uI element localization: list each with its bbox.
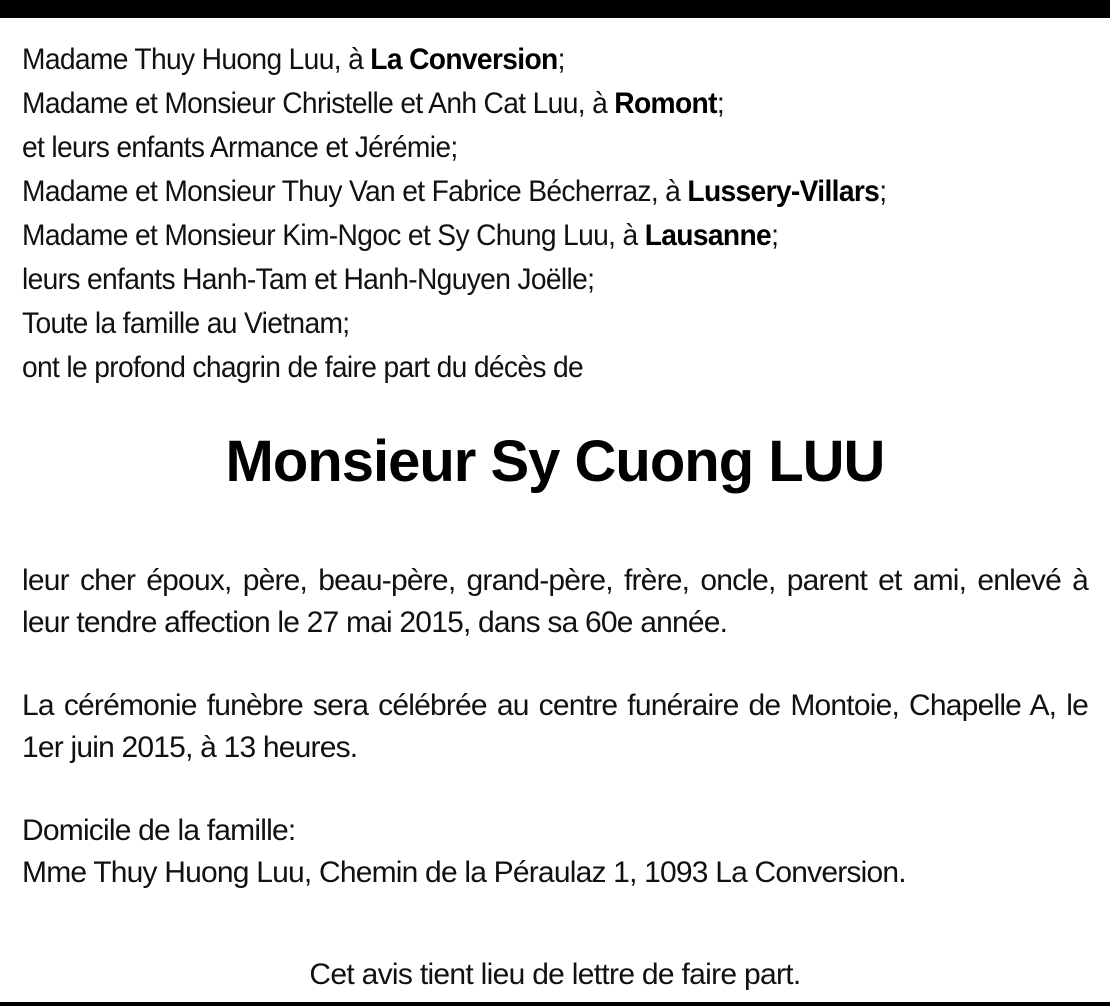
family-line [22, 126, 1024, 170]
family-line-text: ont le profond chagrin de faire part du décès de [22, 351, 584, 384]
family-line-place: Romont [614, 87, 717, 120]
family-line [22, 258, 1024, 302]
family-line-text: Madame et Monsieur Christelle et Anh Cat Luu, à [22, 87, 615, 120]
family-line-end: ; [771, 219, 779, 252]
ceremony-paragraph: La cérémonie funèbre sera célébrée au centre funéraire de Montoie, Chapelle A, le 1er juin 2015, à 13 heures. [22, 689, 1088, 764]
family-line-text: leurs enfants Hanh-Tam et Hanh-Nguyen Joëlle; [22, 263, 595, 296]
deceased-name: Monsieur Sy Cuong LUU [225, 429, 885, 494]
family-line [22, 82, 1024, 126]
family-line [22, 302, 1024, 346]
domicile-address: Mme Thuy Huong Luu, Chemin de la Péraulaz 1, 1093 La Conversion. [22, 856, 906, 889]
family-list [22, 38, 1088, 390]
family-line-text: et leurs enfants Armance et Jérémie; [22, 131, 458, 164]
family-line-place: Lussery-Villars [687, 175, 880, 208]
family-line [22, 346, 1024, 390]
domicile-block [22, 810, 1088, 894]
domicile-label: Domicile de la famille: [22, 814, 296, 847]
eulogy-paragraph: leur cher époux, père, beau-père, grand-père, frère, oncle, parent et ami, enlevé à leur tendre affection le 27 mai 2015, dans sa 60e année. [22, 564, 1088, 639]
family-line [22, 170, 1024, 214]
family-line-text: Madame et Monsieur Thuy Van et Fabrice Bécherraz, à [22, 175, 688, 208]
family-line-text: Madame Thuy Huong Luu, à [22, 43, 371, 76]
family-line-end: ; [879, 175, 887, 208]
top-rule [0, 0, 1110, 18]
family-line [22, 38, 1024, 82]
family-line-place: La Conversion [370, 43, 558, 76]
bottom-rule [0, 1002, 1110, 1006]
closing-note: Cet avis tient lieu de lettre de faire part. [309, 958, 801, 991]
family-line-place: Lausanne [644, 219, 772, 252]
family-line [22, 214, 1024, 258]
family-line-text: Madame et Monsieur Kim-Ngoc et Sy Chung Luu, à [22, 219, 645, 252]
family-line-end: ; [557, 43, 565, 76]
family-line-end: ; [716, 87, 725, 120]
family-line-text: Toute la famille au Vietnam; [22, 307, 350, 340]
